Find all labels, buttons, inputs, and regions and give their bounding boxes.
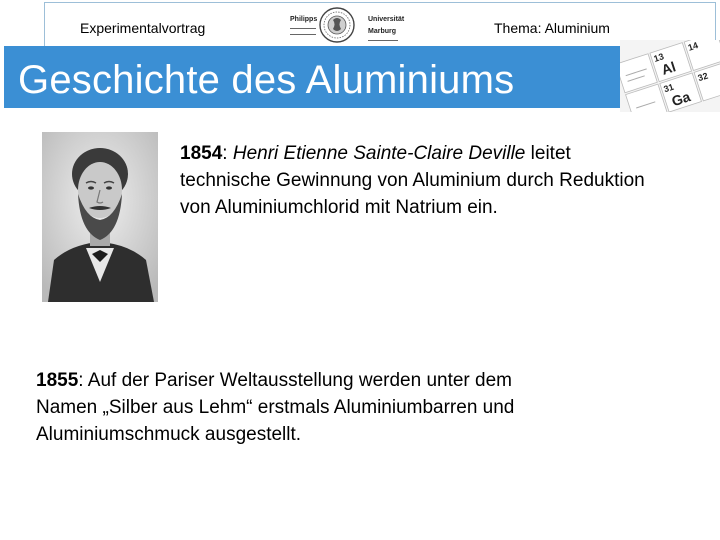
para2-line-3: Aluminiumschmuck ausgestellt.	[36, 424, 302, 445]
tile-number-32: 32	[696, 70, 710, 84]
paragraph-1855	[36, 367, 676, 448]
periodic-table-icon	[620, 40, 720, 112]
university-logo	[288, 4, 405, 46]
deville-portrait-image	[42, 132, 158, 302]
year-1854-label: 1854	[180, 143, 223, 164]
header-topic-label: Thema: Aluminium	[494, 20, 610, 36]
para2-line-1: 1855: Auf der Pariser Weltausstellung werden unter dem	[36, 370, 512, 391]
tile-number-31: 31	[662, 81, 675, 95]
para1-line-2: technische Gewinnung von Aluminium durch Reduktion	[180, 170, 645, 191]
logo-rule-left	[290, 28, 316, 29]
year-1855-label: 1855	[36, 370, 79, 391]
para1-line-1: 1854: Henri Etienne Sainte-Claire Deville leitet	[180, 143, 571, 164]
tile-number-13: 13	[652, 51, 666, 64]
header-left-margin	[0, 0, 46, 46]
para2-line-2: Namen „Silber aus Lehm“ erstmals Aluminiumbarren und	[36, 397, 515, 418]
para1-line-3: von Aluminiumchlorid mit Natrium ein.	[180, 197, 498, 218]
tile-symbol-ga: Ga	[669, 88, 693, 110]
header-course-label: Experimentalvortrag	[80, 20, 206, 36]
logo-rule-left-2	[290, 34, 316, 35]
university-seal-icon	[318, 6, 356, 44]
logo-word-marburg: Marburg	[368, 28, 396, 35]
logo-rule-right	[368, 40, 398, 41]
para1-line1-rest: leitet	[525, 143, 571, 164]
person-name: Henri Etienne Sainte-Claire Deville	[232, 143, 526, 164]
para2-line1-rest: Auf der Pariser Weltausstellung werden unter dem	[83, 370, 512, 391]
tile-symbol-al: Al	[659, 58, 678, 78]
slide-title: Geschichte des Aluminiums	[18, 58, 515, 102]
paragraph-1854	[180, 140, 720, 221]
logo-word-philipps: Philipps	[290, 16, 318, 23]
tile-number-14: 14	[686, 40, 700, 53]
logo-word-universitaet: Universität	[368, 16, 405, 23]
